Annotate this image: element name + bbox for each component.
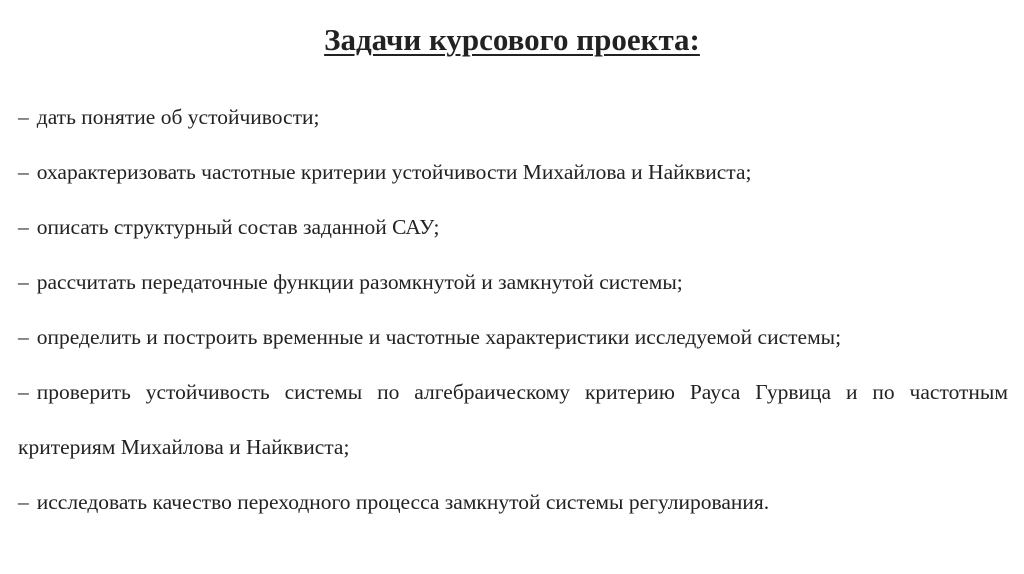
list-item-text: исследовать качество переходного процесса замкнутой системы регулирования. (36, 490, 770, 514)
task-list (18, 90, 1008, 530)
dash-bullet: – (18, 380, 29, 404)
list-item-text: проверить устойчивость системы по алгебраическому критерию Рауса Гурвица и по частотным критериям Михайлова и Найквиста; (18, 380, 1008, 459)
list-item (18, 365, 1008, 475)
list-item (18, 200, 1008, 255)
list-item-text: охарактеризовать частотные критерии устойчивости Михайлова и Найквиста; (36, 160, 752, 184)
dash-bullet: – (18, 105, 29, 129)
list-item (18, 310, 1008, 365)
dash-bullet: – (18, 215, 29, 239)
list-item (18, 255, 1008, 310)
dash-bullet: – (18, 160, 29, 184)
dash-bullet: – (18, 270, 29, 294)
dash-bullet: – (18, 325, 29, 349)
list-item (18, 475, 1008, 530)
list-item (18, 145, 1008, 200)
list-item-text: определить и построить временные и частотные характеристики исследуемой системы; (36, 325, 842, 349)
slide-title-text: Задачи курсового проекта: (324, 22, 700, 57)
dash-bullet: – (18, 490, 29, 514)
slide-title (0, 22, 1024, 58)
list-item (18, 90, 1008, 145)
list-item-text: рассчитать передаточные функции разомкнутой и замкнутой системы; (36, 270, 683, 294)
list-item-text: описать структурный состав заданной САУ; (36, 215, 440, 239)
list-item-text: дать понятие об устойчивости; (36, 105, 320, 129)
